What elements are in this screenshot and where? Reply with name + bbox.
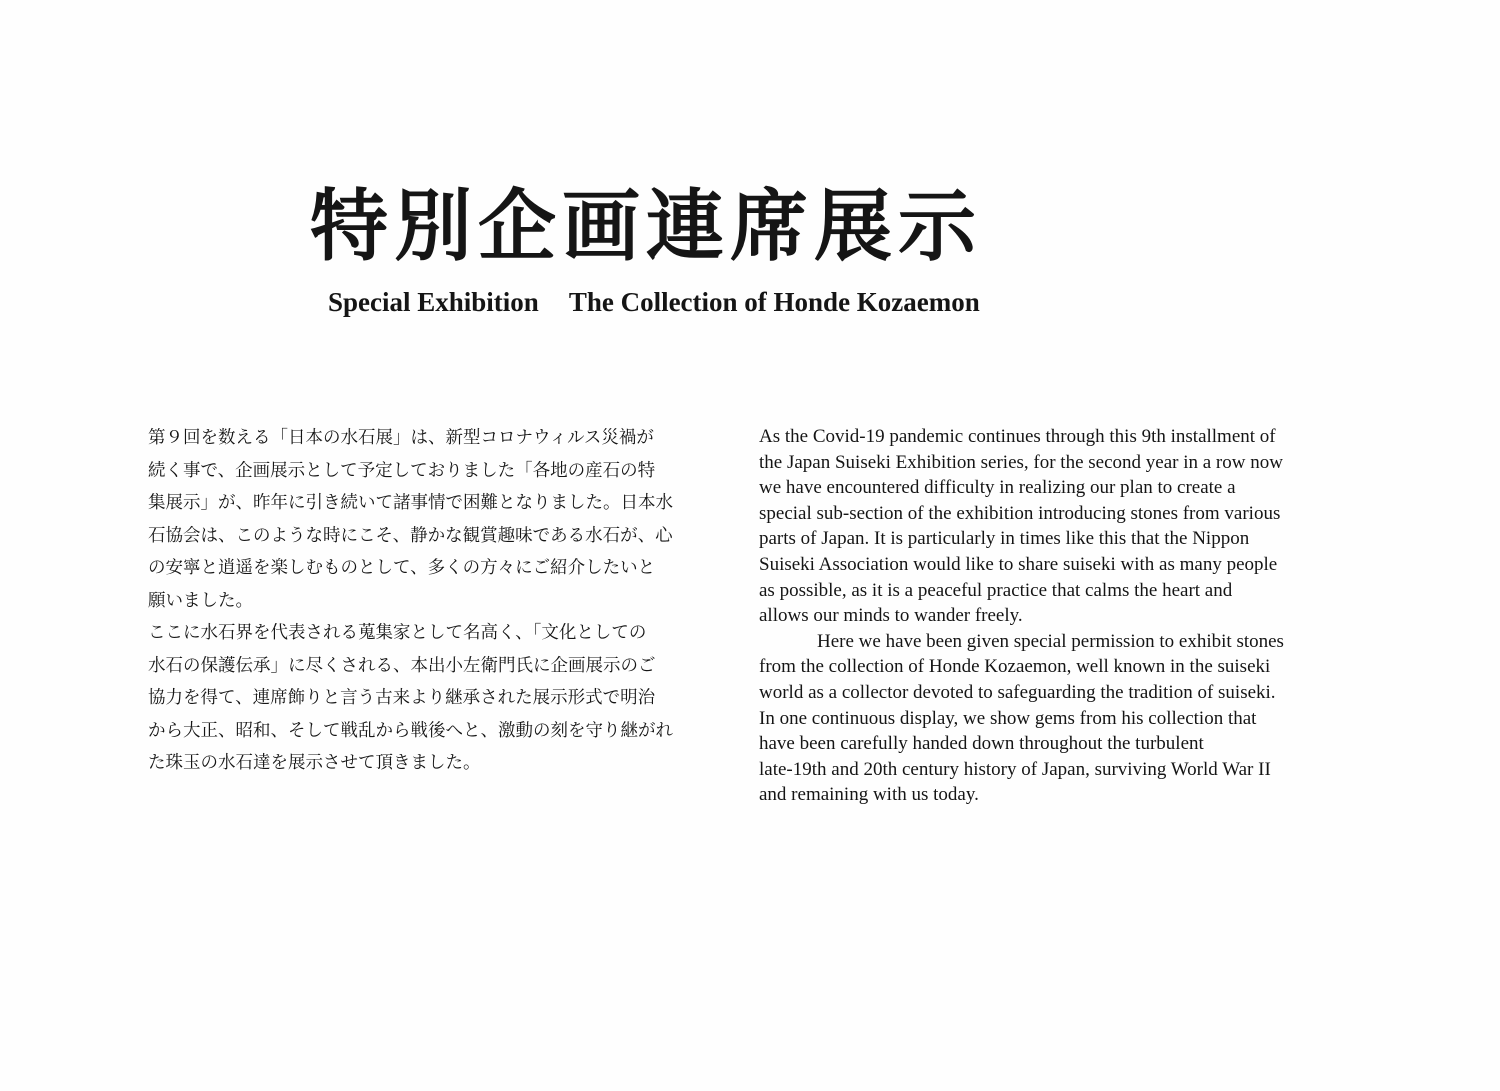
japanese-line: 続く事で、企画展示として予定しておりました「各地の産石の特 — [148, 460, 656, 481]
english-line: as possible, as it is a peaceful practice that calms the heart and — [759, 579, 1233, 601]
english-title — [328, 283, 1088, 321]
english-line: have been carefully handed down throughout the turbulent — [759, 733, 1204, 755]
japanese-line: 願いました。 — [148, 590, 253, 611]
english-line: special sub-section of the exhibition introducing stones from various — [759, 502, 1281, 524]
english-line: Here we have been given special permission to exhibit stones — [817, 630, 1284, 652]
japanese-line: 石協会は、このような時にこそ、静かな観賞趣味である水石が、心 — [148, 525, 673, 546]
english-line: parts of Japan. It is particularly in times like this that the Nippon — [759, 528, 1250, 550]
english-body — [759, 424, 1359, 808]
english-line: As the Covid-19 pandemic continues through this 9th installment of — [759, 426, 1276, 447]
english-line: In one continuous display, we show gems from his collection that — [759, 707, 1257, 729]
japanese-line: の安寧と逍遥を楽しむものとして、多くの方々にご紹介したいと — [148, 558, 656, 578]
japanese-line: 第９回を数える「日本の水石展」は、新型コロナウィルス災禍が — [148, 428, 654, 448]
english-line: from the collection of Honde Kozaemon, well known in the suiseki — [759, 656, 1271, 678]
english-line: the Japan Suiseki Exhibition series, for the second year in a row now — [759, 451, 1283, 473]
english-line: and remaining with us today. — [759, 784, 979, 806]
japanese-title: 特別企画連席展示 — [310, 181, 983, 272]
english-line: late-19th and 20th century history of Japan, surviving World War II — [759, 758, 1271, 780]
japanese-line: ここに水石界を代表される蒐集家として名高く、「文化としての — [148, 623, 647, 643]
english-line: allows our minds to wander freely. — [759, 605, 1023, 627]
english-line: world as a collector devoted to safeguarding the tradition of suiseki. — [759, 681, 1276, 703]
japanese-body — [148, 422, 700, 780]
japanese-line: た珠玉の水石達を展示させて頂きました。 — [148, 753, 481, 773]
english-title-right: The Collection of Honde Kozaemon — [568, 287, 980, 317]
japanese-line: から大正、昭和、そして戦乱から戦後へと、激動の刻を守り継がれ — [148, 720, 673, 741]
english-line: Suiseki Association would like to share suiseki with as many people — [759, 553, 1278, 575]
japanese-line: 協力を得て、連席飾りと言う古来より継承された展示形式で明治 — [148, 688, 656, 708]
japanese-line: 水石の保護伝承」に尽くされる、本出小左衛門氏に企画展示のご — [148, 655, 656, 676]
english-title-left: Special Exhibition — [328, 287, 539, 317]
english-line: we have encountered difficulty in realizing our plan to create a — [759, 477, 1236, 499]
japanese-line: 集展示」が、昨年に引き続いて諸事情で困難となりました。日本水 — [148, 493, 673, 513]
